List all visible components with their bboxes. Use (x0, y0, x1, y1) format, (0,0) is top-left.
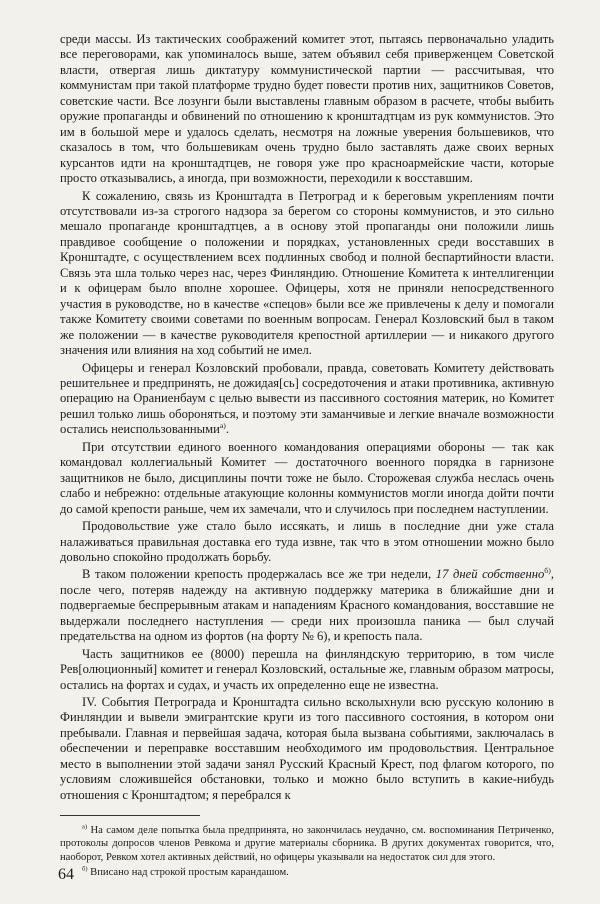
footnote-b (60, 866, 554, 879)
paragraph-3-text: Офицеры и генерал Козловский пробовали, правда, советовать Комитету действовать решительнее и предпринять, не дожидая[сь] сосредоточения и атаки противника, активную операцию на Ораниенбаум с целью вывести из пассивного состояния материк, но Комитет решил только лишь обороняться, и поэтому эти заманчивые и легкие вначале возможности остались неиспользованными (60, 360, 554, 437)
paragraph-6-start: В таком положении крепость продержалась все же три недели, (82, 567, 436, 582)
footnote-ref-b: б) (544, 566, 551, 576)
paragraph-2: К сожалению, связь из Кронштадта в Петроград и к береговым укреплениям почти отсутствовали из-за строгого надзора за берегом со стороны коммунистов, и это сильно мешало пропаганде кронштадтцев, а в основу этой пропаганды они положили лишь правдивое сообщение о положении и порядках, установленных среди восставших в Кронштадте, с осуществлением всех подлинных свобод и полной беспартийности власти. Связь эта шла только через нас, через Финляндию. Отношение Комитета к интеллигенции и к офицерам было вполне хорошее. Офицеры, хотя не приняли непосредственного участия в руководстве, но в качестве «спецов» были все же привлечены к делу и помогали также Комитету своими советами по военным вопросам. Генерал Козловский был в таком же положении — в качестве руководителя крепостной артиллерии — и никакого другого значения или влияния на ход событий не имел. (60, 188, 554, 358)
document-page (60, 32, 554, 881)
page-number: 64 (58, 866, 74, 883)
footnote-a (60, 824, 554, 864)
paragraph-3 (60, 361, 554, 438)
paragraph-6 (60, 567, 554, 644)
paragraph-1: среди массы. Из тактических соображений комитет этот, пытаясь первоначально уладить все переговорами, как упоминалось выше, затем объявил себя приверженцем Советской власти, отвергая лишь диктатуру коммунистической партии — рассчитывая, что коммунистам при такой платформе трудно будет повести против них, защитников Советов, советские части. Все лозунги были выставлены главным образом в расчете, чтобы выбить оружие пропаганды и обвинений по отношению к кронштадтцам из рук коммунистов. Это им в большой мере и удалось сделать, несмотря на ложные уверения большевиков, что сказалось в том, что большевикам очень трудно было заставлять даже своих верных курсантов идти на кронштадтцев, не говоря уже про красноармейские части, которые просто отказывались, а иногда, при возможности, переходили к восставшим. (60, 32, 554, 186)
main-text (60, 32, 554, 803)
footnote-b-mark: б) (82, 865, 88, 873)
paragraph-3-end: . (225, 422, 230, 437)
paragraph-5: Продовольствие уже стало было иссякать, и лишь в последние дни уже стала налаживаться правильная доставка его туда извне, так что в этом отношении можно было довольно спокойно продолжать борьбу. (60, 519, 554, 564)
paragraph-8: IV. События Петрограда и Кронштадта сильно всколыхнули всю русскую колонию в Финляндии и вывели эмигрантские круги из того пассивного состояния, в котором они пребывали. Главная и первейшая задача, которая была вызвана событиями, заключалась в обеспечении и переправке восставшим необходимого им продовольствия. Центральное место в выполнении этой задачи занял Русский Красный Крест, под флагом которого, по условиям сложившейся обстановки, только и можно было вступить в какие-нибудь отношения с Кронштадтом; я перебрался к (60, 695, 554, 802)
footnote-separator (60, 815, 200, 816)
paragraph-7: Часть защитников ее (8000) перешла на финляндскую территорию, в том числе Рев[олюционный] комитет и генерал Козловский, остальные же, главным образом матросы, остались на фортах и судах, и участь их определенно еще не известна. (60, 646, 554, 692)
footnotes (60, 824, 554, 879)
paragraph-6-italic: 17 дней собственно (435, 567, 545, 582)
footnote-a-mark: а) (82, 823, 88, 831)
footnote-b-text: Вписано над строкой простым карандашом. (87, 866, 289, 878)
footnote-a-text: На самом деле попытка была предпринята, но закончилась неудачно, см. воспоминания Петриченко, протоколы допросов членов Ревкома и другие материалы сборника. В других документах говорится, что, наоборот, Ревком хотел активных действий, но офицеры указывали на недостаток сил для этого. (60, 825, 554, 863)
paragraph-6-rest: , после чего, потеряв надежду на активную поддержку материка в ближайшие дни и подвергаемые беспрерывным атакам и нападениям Красного командования, восставшие не выдержали последнего наступления — среди них произошла паника — был случай предательства на одном из фортов (на форту № 6), и крепость пала. (60, 567, 554, 644)
footnote-ref-a: а) (219, 421, 226, 431)
paragraph-4: При отсутствии единого военного командования операциями обороны — так как командовал коллегиальный Комитет — достаточного военного порядка в гарнизоне защитников не было, дисциплины почти тоже не было. Сторожевая служба неслась очень слабо и небрежно: отдельные атакующие колонны коммунистов могли иногда дойти почти до самой крепости раньше, чем их замечали, что и случилось при последнем наступлении. (60, 439, 554, 516)
